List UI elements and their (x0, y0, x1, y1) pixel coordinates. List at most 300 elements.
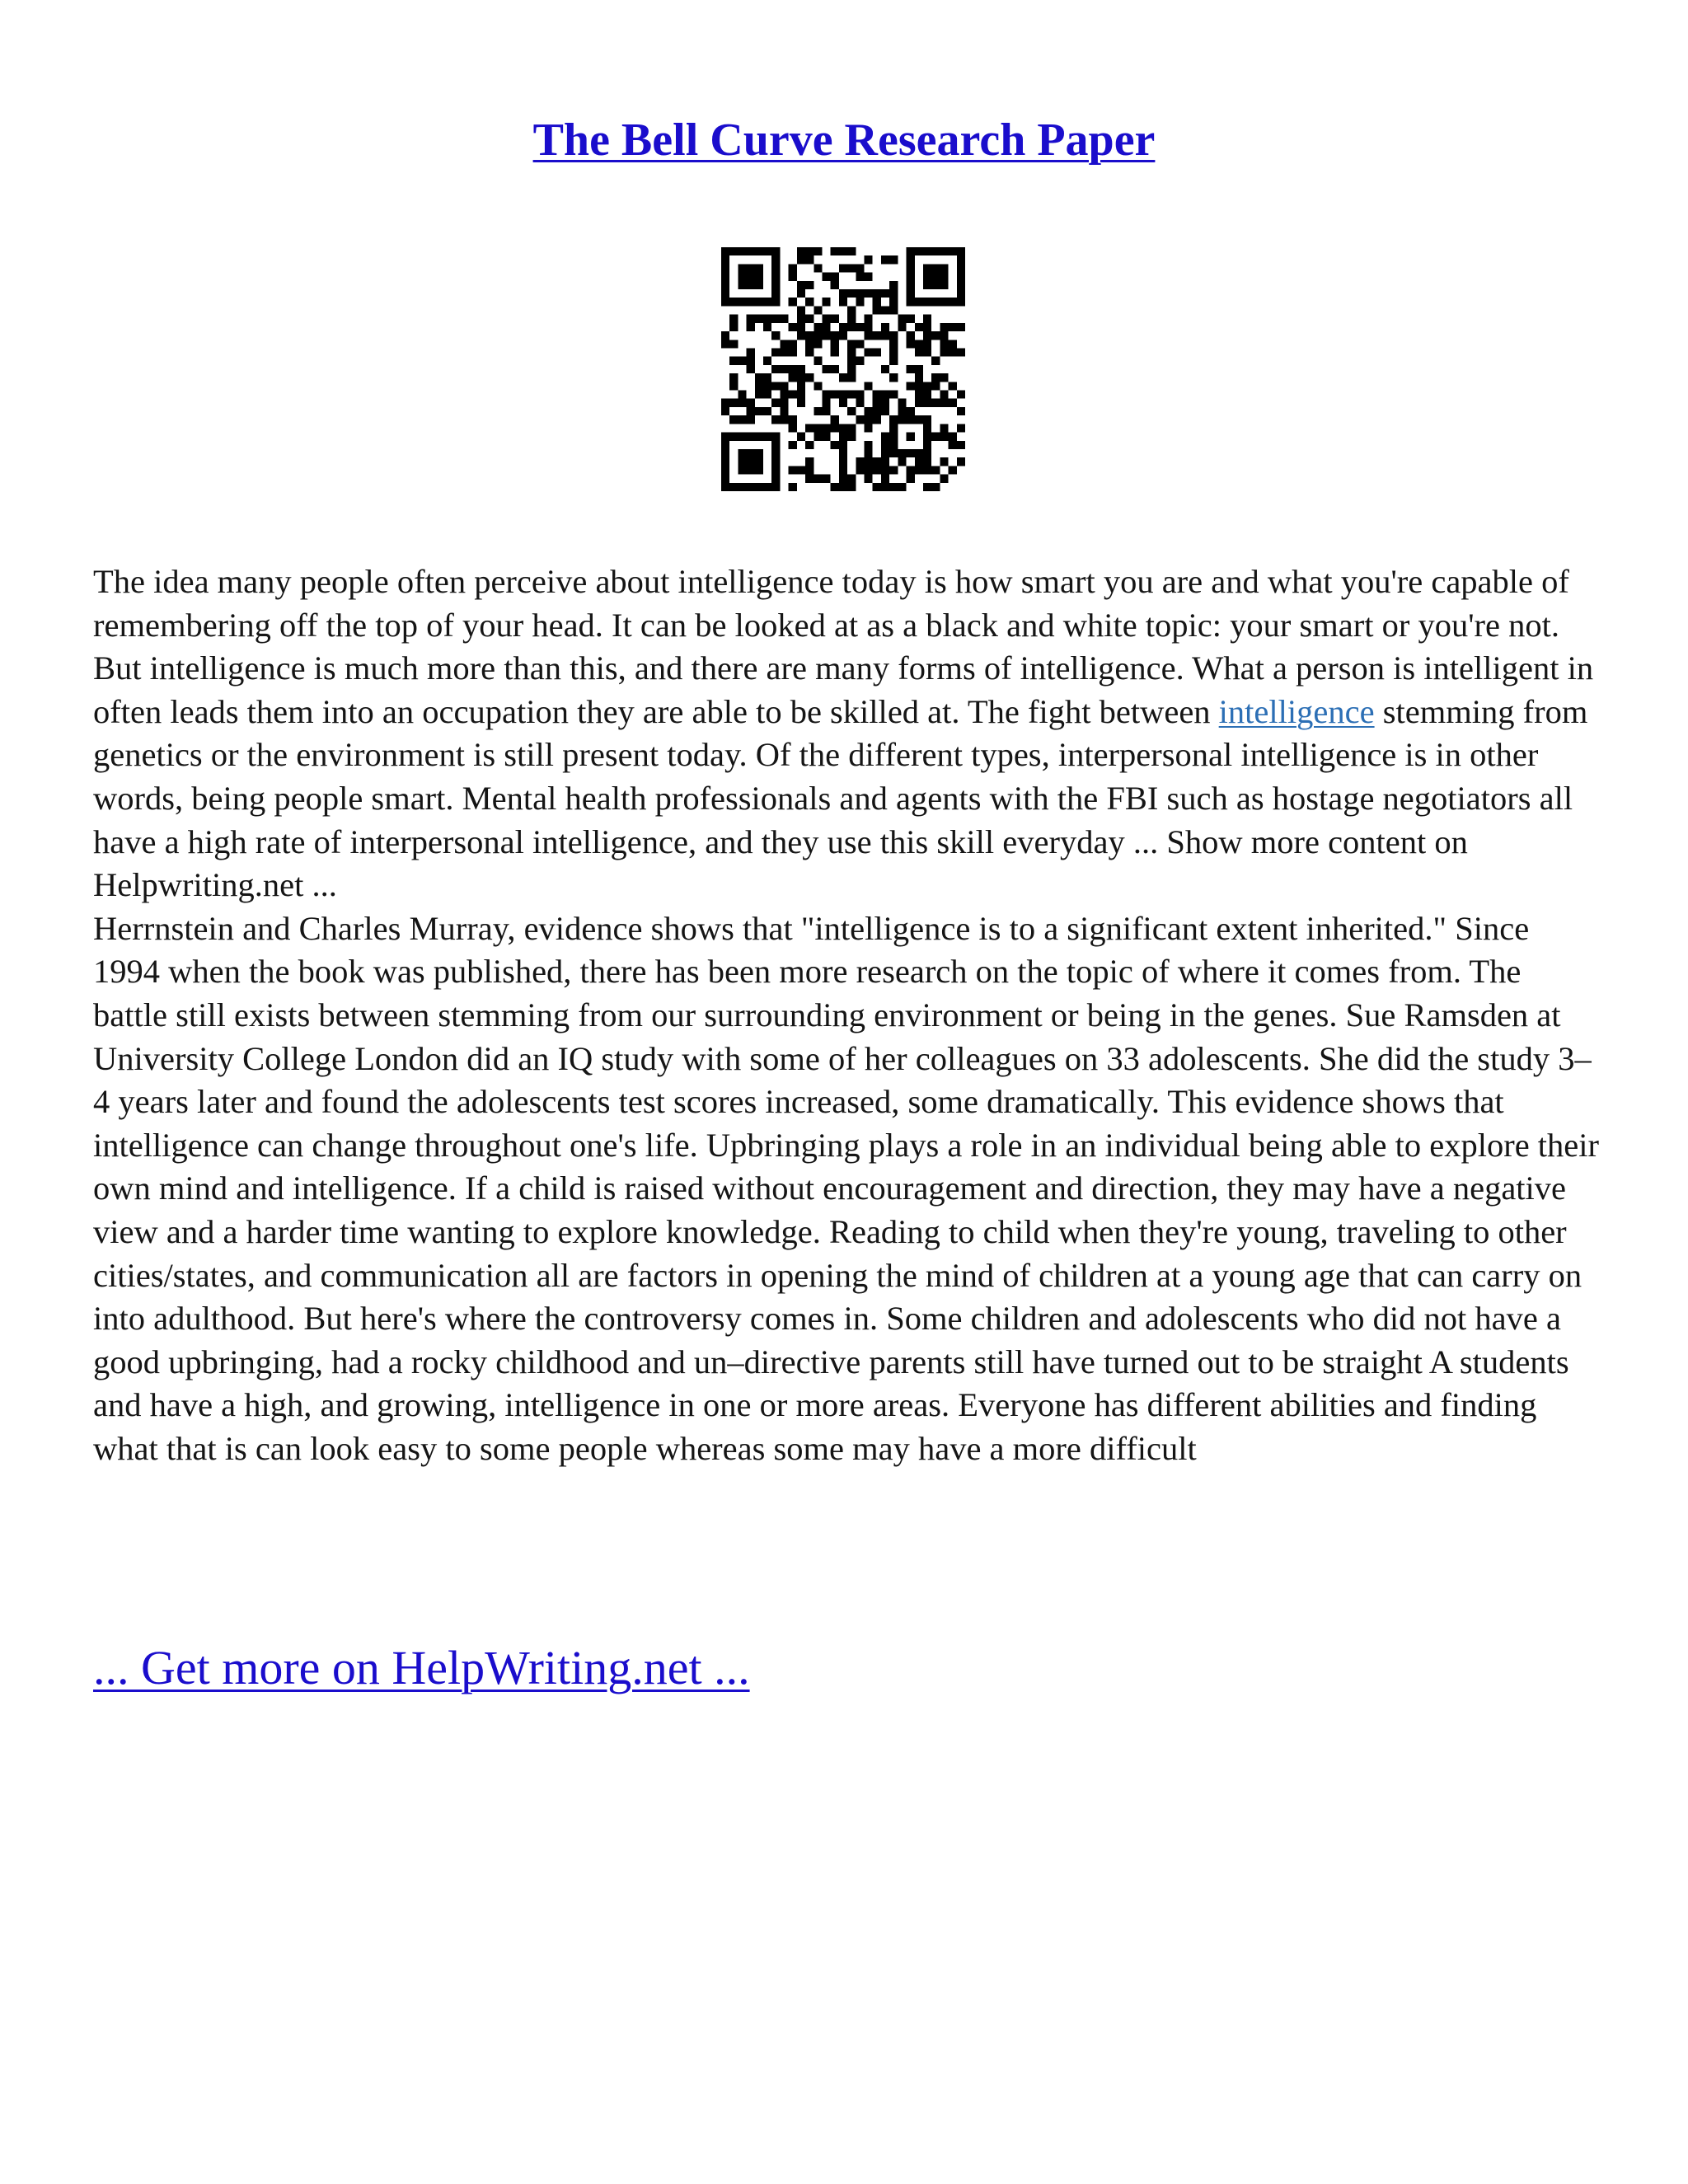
qr-module (865, 331, 873, 340)
qr-module (721, 449, 729, 457)
qr-module (822, 424, 830, 432)
qr-module (747, 483, 755, 491)
qr-module (940, 391, 948, 399)
qr-module (907, 331, 915, 340)
qr-module (881, 331, 889, 340)
qr-module (771, 475, 780, 483)
qr-module (889, 281, 898, 289)
qr-module (847, 340, 856, 348)
qr-module (940, 298, 948, 306)
qr-module (889, 306, 898, 314)
qr-module (847, 264, 856, 272)
qr-module (847, 407, 856, 415)
qr-module (755, 483, 763, 491)
qr-module (907, 365, 915, 373)
qr-module (923, 457, 931, 466)
qr-module (738, 357, 746, 365)
qr-module (923, 382, 931, 390)
qr-module (873, 407, 881, 415)
qr-module (797, 433, 805, 441)
qr-module (847, 306, 856, 314)
qr-module (789, 391, 797, 399)
qr-module (957, 247, 965, 255)
qr-module (789, 424, 797, 432)
qr-module (797, 306, 805, 314)
qr-module (789, 348, 797, 356)
qr-module (831, 424, 839, 432)
qr-module (831, 365, 839, 373)
qr-module (856, 466, 864, 474)
qr-module (771, 281, 780, 289)
qr-module (797, 289, 805, 298)
qr-module (931, 264, 940, 272)
qr-module (747, 365, 755, 373)
qr-module (957, 348, 965, 356)
qr-module (865, 466, 873, 474)
qr-module (873, 391, 881, 399)
qr-module (729, 323, 738, 331)
qr-module (747, 466, 755, 474)
qr-module (831, 273, 839, 281)
qr-module (771, 348, 780, 356)
qr-module (789, 466, 797, 474)
qr-module (831, 331, 839, 340)
qr-module (729, 340, 738, 348)
qr-module (907, 255, 915, 264)
qr-module (755, 382, 763, 390)
qr-module (940, 373, 948, 382)
qr-module (915, 365, 923, 373)
qr-code-graphic (721, 247, 965, 491)
qr-module (738, 264, 746, 272)
qr-module (738, 433, 746, 441)
qr-module (789, 340, 797, 348)
qr-module (805, 298, 814, 306)
qr-module (789, 365, 797, 373)
qr-module (747, 298, 755, 306)
qr-module (907, 382, 915, 390)
qr-module (755, 298, 763, 306)
qr-module (898, 323, 906, 331)
qr-module (881, 323, 889, 331)
qr-module (923, 273, 931, 281)
qr-module (923, 466, 931, 474)
qr-module (957, 255, 965, 264)
qr-module (789, 264, 797, 272)
qr-module (839, 441, 847, 449)
qr-module (865, 441, 873, 449)
qr-module (839, 449, 847, 457)
qr-module (931, 281, 940, 289)
qr-module (907, 449, 915, 457)
qr-module (907, 466, 915, 474)
qr-module (755, 407, 763, 415)
qr-module (797, 315, 805, 323)
qr-module (729, 483, 738, 491)
qr-module (873, 483, 881, 491)
qr-module (865, 457, 873, 466)
qr-module (881, 391, 889, 399)
qr-module (814, 382, 822, 390)
qr-module (957, 323, 965, 331)
qr-module (940, 273, 948, 281)
qr-module (898, 483, 906, 491)
paragraph-1 (93, 560, 1601, 907)
qr-module (805, 441, 814, 449)
paragraph-1-text-start: The idea many people often perceive about intelligence today is how smart you are and what you're capable of remembering off the top of your head. It can be looked at as a black and white topic: your smart or you're not. But intelligence is much more than this, and there are many forms of intelligence. What a person is intelligent in often leads them into an occupation they are able to be skilled at. The fight between (93, 563, 1594, 730)
qr-module (839, 247, 847, 255)
qr-module (931, 433, 940, 441)
qr-module (889, 483, 898, 491)
qr-module (949, 399, 957, 407)
qr-module (797, 255, 805, 264)
qr-module (931, 483, 940, 491)
qr-module (797, 466, 805, 474)
qr-module (847, 289, 856, 298)
qr-module (771, 483, 780, 491)
qr-module (923, 315, 931, 323)
qr-module (729, 433, 738, 441)
qr-module (923, 348, 931, 356)
document-title-link[interactable]: The Bell Curve Research Paper (532, 115, 1156, 166)
body-text (93, 560, 1601, 1470)
qr-module (763, 373, 771, 382)
qr-module (949, 441, 957, 449)
qr-module (738, 466, 746, 474)
qr-module (940, 247, 948, 255)
qr-module (839, 298, 847, 306)
qr-module (805, 373, 814, 382)
qr-module (755, 457, 763, 466)
qr-module (747, 315, 755, 323)
get-more-link[interactable]: ... Get more on HelpWriting.net ... (93, 1641, 750, 1694)
qr-module (771, 247, 780, 255)
qr-module (721, 340, 729, 348)
qr-module (915, 466, 923, 474)
qr-module (949, 340, 957, 348)
qr-module (721, 483, 729, 491)
qr-module (847, 475, 856, 483)
qr-module (923, 331, 931, 340)
qr-module (889, 433, 898, 441)
qr-module (839, 433, 847, 441)
qr-module (889, 424, 898, 432)
qr-module (797, 399, 805, 407)
qr-module (780, 391, 788, 399)
qr-module (814, 407, 822, 415)
qr-module (865, 407, 873, 415)
qr-module (755, 281, 763, 289)
qr-module (822, 331, 830, 340)
qr-module (873, 298, 881, 306)
qr-module (957, 298, 965, 306)
qr-module (771, 466, 780, 474)
qr-module (729, 382, 738, 390)
qr-module (923, 441, 931, 449)
qr-module (923, 483, 931, 491)
qr-module (856, 289, 864, 298)
qr-module (907, 289, 915, 298)
qr-module (923, 415, 931, 424)
qr-module (865, 289, 873, 298)
qr-module (780, 340, 788, 348)
qr-module (789, 415, 797, 424)
qr-module (814, 306, 822, 314)
qr-module (865, 382, 873, 390)
qr-module (923, 340, 931, 348)
qr-module (805, 340, 814, 348)
qr-module (923, 449, 931, 457)
qr-module (789, 441, 797, 449)
qr-module (931, 331, 940, 340)
qr-module (814, 331, 822, 340)
qr-module (763, 323, 771, 331)
qr-module (847, 373, 856, 382)
qr-module (721, 466, 729, 474)
qr-module (780, 415, 788, 424)
qr-module (881, 399, 889, 407)
qr-module (822, 399, 830, 407)
qr-module (839, 483, 847, 491)
qr-module (881, 441, 889, 449)
qr-module (940, 331, 948, 340)
qr-module (763, 483, 771, 491)
qr-module (738, 483, 746, 491)
qr-module (898, 415, 906, 424)
qr-module (771, 441, 780, 449)
qr-module (721, 407, 729, 415)
qr-module (940, 281, 948, 289)
qr-module (822, 391, 830, 399)
qr-module (923, 247, 931, 255)
qr-module (780, 399, 788, 407)
qr-module (881, 475, 889, 483)
qr-module (721, 457, 729, 466)
qr-module (856, 391, 864, 399)
qr-module (940, 340, 948, 348)
qr-code-icon (721, 247, 965, 491)
qr-module (915, 323, 923, 331)
qr-module (721, 475, 729, 483)
qr-module (755, 466, 763, 474)
qr-module (865, 415, 873, 424)
qr-module (889, 340, 898, 348)
qr-module (881, 433, 889, 441)
qr-module (771, 289, 780, 298)
qr-module (915, 373, 923, 382)
qr-module (797, 391, 805, 399)
qr-module (814, 357, 822, 365)
qr-module (747, 348, 755, 356)
qr-module (949, 348, 957, 356)
qr-module (889, 391, 898, 399)
qr-module (873, 289, 881, 298)
qr-module (915, 391, 923, 399)
qr-module (898, 315, 906, 323)
qr-module (747, 264, 755, 272)
more-link-container (93, 1640, 750, 1695)
qr-module (889, 441, 898, 449)
qr-module (923, 424, 931, 432)
qr-module (747, 357, 755, 365)
qr-module (763, 391, 771, 399)
qr-module (747, 433, 755, 441)
qr-module (839, 424, 847, 432)
qr-module (831, 391, 839, 399)
qr-module (873, 399, 881, 407)
qr-module (822, 323, 830, 331)
qr-module (771, 449, 780, 457)
qr-module (907, 340, 915, 348)
qr-module (771, 365, 780, 373)
qr-module (763, 357, 771, 365)
qr-module (721, 281, 729, 289)
qr-module (805, 281, 814, 289)
qr-module (873, 415, 881, 424)
qr-module (831, 247, 839, 255)
qr-module (738, 449, 746, 457)
paragraph-2: Herrnstein and Charles Murray, evidence shows that "intelligence is to a significant extent inherited." Since 1994 when the book was published, there has been more research on the topic of where it comes from. The battle still exists between stemming from our surrounding environment or being in the genes. Sue Ramsden at University College London did an IQ study with some of her colleagues on 33 adolescents. She did the study 3–4 years later and found the adolescents test scores increased, some dramatically. This evidence shows that intelligence can change throughout one's life. Upbringing plays a role in an individual being able to explore their own mind and intelligence. If a child is raised without encouragement and direction, they may have a negative view and a harder time wanting to explore knowledge. Reading to child when they're young, traveling to other cities/states, and communication all are factors in opening the mind of children at a young age that can carry on into adulthood. But here's where the controversy comes in. Some children and adolescents who did not have a good upbringing, had a rocky childhood and un–directive parents still have turned out to be straight A students and have a high, and growing, intelligence in one or more areas. Everyone has different abilities and finding what that is can look easy to some people whereas some may have a more difficult (93, 909, 1600, 1467)
qr-module (839, 457, 847, 466)
qr-module (797, 365, 805, 373)
qr-module (729, 315, 738, 323)
qr-module (889, 415, 898, 424)
qr-module (865, 449, 873, 457)
qr-module (755, 433, 763, 441)
qr-module (789, 373, 797, 382)
qr-module (923, 298, 931, 306)
qr-module (865, 323, 873, 331)
qr-module (729, 357, 738, 365)
qr-module (949, 382, 957, 390)
qr-module (881, 407, 889, 415)
qr-module (814, 247, 822, 255)
qr-module (839, 475, 847, 483)
qr-module (881, 466, 889, 474)
qr-module (881, 365, 889, 373)
qr-module (856, 264, 864, 272)
qr-module (923, 281, 931, 289)
qr-module (831, 340, 839, 348)
qr-module (898, 399, 906, 407)
qr-module (847, 424, 856, 432)
qr-module (839, 391, 847, 399)
qr-module (865, 424, 873, 432)
qr-module (721, 255, 729, 264)
qr-module (931, 382, 940, 390)
qr-module (771, 255, 780, 264)
qr-module (847, 315, 856, 323)
qr-module (755, 449, 763, 457)
qr-module (931, 466, 940, 474)
qr-module (856, 415, 864, 424)
qr-module (797, 382, 805, 390)
qr-module (763, 382, 771, 390)
qr-module (847, 433, 856, 441)
qr-module (865, 475, 873, 483)
qr-module (915, 340, 923, 348)
qr-module (957, 457, 965, 466)
qr-module (831, 483, 839, 491)
qr-module (797, 281, 805, 289)
qr-module (915, 247, 923, 255)
qr-module (747, 247, 755, 255)
qr-module (873, 306, 881, 314)
qr-module (814, 424, 822, 432)
qr-module (957, 264, 965, 272)
qr-module (747, 323, 755, 331)
qr-module (957, 441, 965, 449)
qr-module (839, 323, 847, 331)
qr-module (865, 348, 873, 356)
qr-module (747, 457, 755, 466)
qr-module (780, 407, 788, 415)
qr-module (763, 407, 771, 415)
qr-module (771, 331, 780, 340)
qr-module (831, 415, 839, 424)
qr-module (873, 466, 881, 474)
qr-module (738, 281, 746, 289)
qr-module (738, 298, 746, 306)
qr-module (755, 373, 763, 382)
qr-module (822, 475, 830, 483)
qr-module (889, 449, 898, 457)
qr-module (729, 247, 738, 255)
qr-module (822, 407, 830, 415)
qr-module (805, 457, 814, 466)
qr-module (805, 331, 814, 340)
qr-module (780, 315, 788, 323)
qr-module (907, 281, 915, 289)
intelligence-link[interactable]: intelligence (1218, 692, 1375, 730)
qr-module (805, 348, 814, 356)
qr-module (847, 483, 856, 491)
qr-module (729, 399, 738, 407)
qr-module (839, 373, 847, 382)
qr-module (856, 457, 864, 466)
qr-module (814, 475, 822, 483)
title-container (0, 114, 1688, 166)
qr-module (831, 315, 839, 323)
qr-module (738, 399, 746, 407)
qr-module (889, 348, 898, 356)
qr-module (881, 483, 889, 491)
qr-module (780, 382, 788, 390)
qr-module (931, 273, 940, 281)
qr-module (881, 289, 889, 298)
qr-module (931, 399, 940, 407)
qr-module (931, 247, 940, 255)
qr-module (839, 466, 847, 474)
qr-module (747, 415, 755, 424)
qr-module (923, 264, 931, 272)
qr-module (940, 457, 948, 466)
qr-module (831, 348, 839, 356)
qr-module (881, 449, 889, 457)
qr-module (940, 323, 948, 331)
qr-module (847, 365, 856, 373)
qr-module (780, 365, 788, 373)
qr-module (771, 433, 780, 441)
qr-module (873, 331, 881, 340)
qr-module (957, 289, 965, 298)
qr-module (907, 298, 915, 306)
qr-module (797, 247, 805, 255)
qr-module (889, 298, 898, 306)
qr-module (839, 264, 847, 272)
qr-module (915, 399, 923, 407)
qr-module (856, 298, 864, 306)
